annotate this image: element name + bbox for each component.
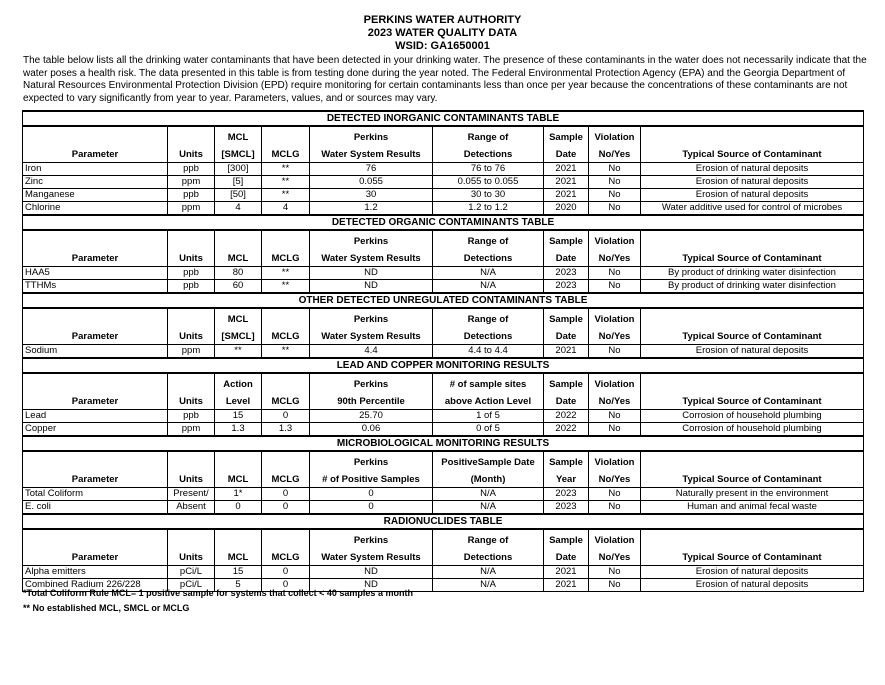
cell-source: Erosion of natural deposits <box>641 163 864 176</box>
cell-date: 2020 <box>544 202 589 216</box>
header-source <box>641 126 864 144</box>
cell-source: Erosion of natural deposits <box>641 566 864 579</box>
header-parameter: Parameter <box>23 391 168 410</box>
header-range: Range of <box>433 529 544 547</box>
section-title: OTHER DETECTED UNREGULATED CONTAMINANTS TABLE <box>23 293 864 308</box>
cell-mclg: 0 <box>262 579 310 592</box>
cell-units: ppb <box>168 280 215 294</box>
cell-violation: No <box>589 410 641 423</box>
cell-date: 2022 <box>544 410 589 423</box>
section-title-row <box>23 215 864 230</box>
header-mcl: MCL <box>215 469 262 488</box>
cell-mcl: 1* <box>215 488 262 501</box>
cell-parameter: Combined Radium 226/228 <box>23 579 168 592</box>
cell-result: 30 <box>310 189 433 202</box>
cell-range: 30 to 30 <box>433 189 544 202</box>
cell-violation: No <box>589 345 641 359</box>
cell-range: 1 of 5 <box>433 410 544 423</box>
cell-result: 1.2 <box>310 202 433 216</box>
header-parameter <box>23 126 168 144</box>
cell-units: ppm <box>168 423 215 437</box>
header-mclg: MCLG <box>262 248 310 267</box>
header-date: Date <box>544 547 589 566</box>
section-title-row <box>23 111 864 126</box>
header-date: Date <box>544 326 589 345</box>
header-violation: No/Yes <box>589 248 641 267</box>
header-units <box>168 451 215 469</box>
header-range: Range of <box>433 230 544 248</box>
cell-mcl: 4 <box>215 202 262 216</box>
header-units: Units <box>168 391 215 410</box>
cell-parameter: Zinc <box>23 176 168 189</box>
header-result: Perkins <box>310 230 433 248</box>
header-parameter <box>23 230 168 248</box>
header-source: Typical Source of Contaminant <box>641 326 864 345</box>
cell-units: ppm <box>168 202 215 216</box>
cell-range: N/A <box>433 566 544 579</box>
header-mcl: MCL <box>215 547 262 566</box>
header-row <box>23 248 864 267</box>
header-parameter: Parameter <box>23 326 168 345</box>
header-parameter <box>23 451 168 469</box>
cell-violation: No <box>589 579 641 592</box>
header-range: Detections <box>433 144 544 163</box>
header-source: Typical Source of Contaminant <box>641 391 864 410</box>
cell-result: 0 <box>310 501 433 515</box>
header-range: (Month) <box>433 469 544 488</box>
cell-parameter: HAA5 <box>23 267 168 280</box>
cell-violation: No <box>589 423 641 437</box>
header-source: Typical Source of Contaminant <box>641 248 864 267</box>
cell-result: 0 <box>310 488 433 501</box>
header-mcl <box>215 451 262 469</box>
cell-parameter: Manganese <box>23 189 168 202</box>
header-range: Range of <box>433 308 544 326</box>
header-mcl: [SMCL] <box>215 326 262 345</box>
header-result: Perkins <box>310 529 433 547</box>
cell-units: Absent <box>168 501 215 515</box>
header-row <box>23 529 864 547</box>
header-mclg: MCLG <box>262 326 310 345</box>
header-mclg <box>262 126 310 144</box>
header-date: Sample <box>544 230 589 248</box>
table-row <box>23 267 864 280</box>
cell-units: ppb <box>168 410 215 423</box>
header-units <box>168 308 215 326</box>
footnote-coliform: *Total Coliform Rule MCL= 1 positive sample for systems that collect < 40 samples a month <box>23 588 413 598</box>
cell-units: ppb <box>168 267 215 280</box>
header-mcl <box>215 230 262 248</box>
header-mclg <box>262 451 310 469</box>
header-violation: Violation <box>589 308 641 326</box>
cell-violation: No <box>589 488 641 501</box>
report-subtitle: 2023 WATER QUALITY DATA <box>367 27 518 39</box>
section-title-row <box>23 514 864 529</box>
header-mclg <box>262 308 310 326</box>
cell-date: 2022 <box>544 423 589 437</box>
header-date: Sample <box>544 308 589 326</box>
header-date: Sample <box>544 373 589 391</box>
cell-result: ND <box>310 280 433 294</box>
header-parameter: Parameter <box>23 248 168 267</box>
cell-date: 2023 <box>544 488 589 501</box>
header-date: Year <box>544 469 589 488</box>
cell-source: By product of drinking water disinfection <box>641 267 864 280</box>
cell-source: Erosion of natural deposits <box>641 189 864 202</box>
header-result: Water System Results <box>310 547 433 566</box>
section-title-row <box>23 436 864 451</box>
header-violation: Violation <box>589 230 641 248</box>
cell-source: By product of drinking water disinfection <box>641 280 864 294</box>
cell-parameter: Alpha emitters <box>23 566 168 579</box>
header-result: # of Positive Samples <box>310 469 433 488</box>
cell-violation: No <box>589 566 641 579</box>
cell-parameter: Iron <box>23 163 168 176</box>
header-row <box>23 144 864 163</box>
header-mclg <box>262 230 310 248</box>
header-units <box>168 529 215 547</box>
header-result: 90th Percentile <box>310 391 433 410</box>
cell-range: N/A <box>433 579 544 592</box>
header-units: Units <box>168 469 215 488</box>
cell-range: N/A <box>433 280 544 294</box>
cell-units: ppb <box>168 189 215 202</box>
header-mcl: MCL <box>215 308 262 326</box>
cell-violation: No <box>589 176 641 189</box>
header-source <box>641 308 864 326</box>
header-parameter: Parameter <box>23 547 168 566</box>
section-title: MICROBIOLOGICAL MONITORING RESULTS <box>23 436 864 451</box>
header-violation: No/Yes <box>589 547 641 566</box>
header-date: Sample <box>544 126 589 144</box>
cell-mcl: 1.3 <box>215 423 262 437</box>
header-source <box>641 529 864 547</box>
cell-mcl: [5] <box>215 176 262 189</box>
cell-mclg: ** <box>262 280 310 294</box>
header-date: Date <box>544 248 589 267</box>
header-result: Perkins <box>310 308 433 326</box>
cell-mclg: ** <box>262 345 310 359</box>
header-units: Units <box>168 547 215 566</box>
cell-mclg: ** <box>262 189 310 202</box>
header-units <box>168 373 215 391</box>
water-quality-table <box>22 110 864 592</box>
header-mclg <box>262 529 310 547</box>
header-range: above Action Level <box>433 391 544 410</box>
section-title: LEAD AND COPPER MONITORING RESULTS <box>23 358 864 373</box>
table-row <box>23 423 864 437</box>
header-mcl: MCL <box>215 248 262 267</box>
cell-parameter: Lead <box>23 410 168 423</box>
header-mcl: MCL <box>215 126 262 144</box>
cell-mclg: 0 <box>262 488 310 501</box>
header-violation: No/Yes <box>589 469 641 488</box>
cell-parameter: TTHMs <box>23 280 168 294</box>
cell-date: 2021 <box>544 189 589 202</box>
cell-date: 2023 <box>544 280 589 294</box>
table-row <box>23 488 864 501</box>
cell-range: N/A <box>433 488 544 501</box>
cell-mclg: ** <box>262 176 310 189</box>
footnote-no-mcl: ** No established MCL, SMCL or MCLG <box>23 603 190 613</box>
cell-units: Present/ <box>168 488 215 501</box>
cell-source: Water additive used for control of microbes <box>641 202 864 216</box>
cell-mcl: [300] <box>215 163 262 176</box>
cell-violation: No <box>589 280 641 294</box>
section-title: RADIONUCLIDES TABLE <box>23 514 864 529</box>
header-mcl: [SMCL] <box>215 144 262 163</box>
cell-source: Corrosion of household plumbing <box>641 410 864 423</box>
cell-result: ND <box>310 566 433 579</box>
cell-source: Erosion of natural deposits <box>641 345 864 359</box>
cell-range: 0.055 to 0.055 <box>433 176 544 189</box>
header-range: PositiveSample Date <box>433 451 544 469</box>
header-parameter: Parameter <box>23 469 168 488</box>
header-mclg: MCLG <box>262 469 310 488</box>
cell-violation: No <box>589 189 641 202</box>
header-units <box>168 230 215 248</box>
header-mclg: MCLG <box>262 391 310 410</box>
header-units: Units <box>168 326 215 345</box>
header-mclg: MCLG <box>262 144 310 163</box>
cell-mcl: [50] <box>215 189 262 202</box>
header-range: Detections <box>433 248 544 267</box>
cell-result: ND <box>310 579 433 592</box>
report-title: PERKINS WATER AUTHORITY <box>363 14 522 26</box>
header-row <box>23 126 864 144</box>
table-row <box>23 501 864 515</box>
table-row <box>23 202 864 216</box>
cell-source: Corrosion of household plumbing <box>641 423 864 437</box>
intro-paragraph: The table below lists all the drinking water contaminants that have been detected in your drinking water. The presence of these contaminants in the water does not necessarily indicate that the water poses a health risk. The data presented in this table is from testing done during the year noted. The Federal Environmental Protection Agency (EPA) and the Georgia Department of Natural Resources Environmental Protection Division (EPD) require monitoring for certain contaminants less than once per year because the concentrations of these contaminants are not expected to vary significantly from year to year. Parameters, values, and or sources may vary. <box>23 55 867 104</box>
cell-result: ND <box>310 267 433 280</box>
header-source <box>641 230 864 248</box>
header-date: Sample <box>544 529 589 547</box>
header-row <box>23 326 864 345</box>
cell-range: 76 to 76 <box>433 163 544 176</box>
cell-units: pCi/L <box>168 566 215 579</box>
table-row <box>23 345 864 359</box>
cell-source: Erosion of natural deposits <box>641 176 864 189</box>
header-row <box>23 391 864 410</box>
cell-parameter: Sodium <box>23 345 168 359</box>
cell-parameter: Total Coliform <box>23 488 168 501</box>
cell-units: ppm <box>168 176 215 189</box>
cell-parameter: Copper <box>23 423 168 437</box>
cell-units: pCi/L <box>168 579 215 592</box>
header-mclg <box>262 373 310 391</box>
header-result: Perkins <box>310 373 433 391</box>
cell-range: 0 of 5 <box>433 423 544 437</box>
header-violation: Violation <box>589 126 641 144</box>
cell-range: 4.4 to 4.4 <box>433 345 544 359</box>
cell-mcl: 60 <box>215 280 262 294</box>
header-row <box>23 230 864 248</box>
cell-result: 4.4 <box>310 345 433 359</box>
header-row <box>23 373 864 391</box>
cell-range: N/A <box>433 267 544 280</box>
section-title-row <box>23 293 864 308</box>
cell-mcl: 0 <box>215 501 262 515</box>
header-parameter <box>23 529 168 547</box>
header-mclg: MCLG <box>262 547 310 566</box>
cell-mclg: 0 <box>262 410 310 423</box>
cell-mclg: 1.3 <box>262 423 310 437</box>
cell-mcl: 15 <box>215 566 262 579</box>
cell-date: 2021 <box>544 345 589 359</box>
header-violation: No/Yes <box>589 326 641 345</box>
header-source <box>641 373 864 391</box>
header-violation: No/Yes <box>589 391 641 410</box>
header-result: Water System Results <box>310 326 433 345</box>
header-row <box>23 547 864 566</box>
header-violation: Violation <box>589 373 641 391</box>
cell-violation: No <box>589 202 641 216</box>
header-mcl: Level <box>215 391 262 410</box>
cell-violation: No <box>589 501 641 515</box>
header-result: Water System Results <box>310 144 433 163</box>
cell-date: 2021 <box>544 163 589 176</box>
header-mcl: Action <box>215 373 262 391</box>
cell-violation: No <box>589 163 641 176</box>
cell-result: 0.06 <box>310 423 433 437</box>
header-range: # of sample sites <box>433 373 544 391</box>
cell-mclg: ** <box>262 267 310 280</box>
header-row <box>23 469 864 488</box>
header-violation: No/Yes <box>589 144 641 163</box>
table-row <box>23 176 864 189</box>
header-date: Date <box>544 391 589 410</box>
cell-date: 2023 <box>544 267 589 280</box>
cell-mclg: 0 <box>262 566 310 579</box>
cell-result: 25.70 <box>310 410 433 423</box>
header-source: Typical Source of Contaminant <box>641 547 864 566</box>
cell-mclg: 4 <box>262 202 310 216</box>
header-violation: Violation <box>589 529 641 547</box>
cell-mclg: ** <box>262 163 310 176</box>
cell-result: 0.055 <box>310 176 433 189</box>
header-source <box>641 451 864 469</box>
header-source: Typical Source of Contaminant <box>641 144 864 163</box>
cell-result: 76 <box>310 163 433 176</box>
section-title: DETECTED ORGANIC CONTAMINANTS TABLE <box>23 215 864 230</box>
header-date: Date <box>544 144 589 163</box>
cell-parameter: Chlorine <box>23 202 168 216</box>
table-row <box>23 280 864 294</box>
cell-range: 1.2 to 1.2 <box>433 202 544 216</box>
cell-date: 2021 <box>544 579 589 592</box>
header-result: Perkins <box>310 451 433 469</box>
cell-mclg: 0 <box>262 501 310 515</box>
header-range: Detections <box>433 547 544 566</box>
cell-units: ppm <box>168 345 215 359</box>
cell-date: 2021 <box>544 176 589 189</box>
section-title: DETECTED INORGANIC CONTAMINANTS TABLE <box>23 111 864 126</box>
cell-range: N/A <box>433 501 544 515</box>
header-row <box>23 451 864 469</box>
cell-mcl: 15 <box>215 410 262 423</box>
cell-source: Naturally present in the environment <box>641 488 864 501</box>
header-parameter: Parameter <box>23 144 168 163</box>
header-result: Water System Results <box>310 248 433 267</box>
header-parameter <box>23 308 168 326</box>
header-date: Sample <box>544 451 589 469</box>
table-row <box>23 566 864 579</box>
header-range: Detections <box>433 326 544 345</box>
header-mcl <box>215 529 262 547</box>
cell-parameter: E. coli <box>23 501 168 515</box>
header-row <box>23 308 864 326</box>
table-row <box>23 163 864 176</box>
header-source: Typical Source of Contaminant <box>641 469 864 488</box>
table-row <box>23 189 864 202</box>
cell-units: ppb <box>168 163 215 176</box>
header-violation: Violation <box>589 451 641 469</box>
cell-mcl: 5 <box>215 579 262 592</box>
cell-date: 2021 <box>544 566 589 579</box>
cell-violation: No <box>589 267 641 280</box>
header-result: Perkins <box>310 126 433 144</box>
cell-mcl: ** <box>215 345 262 359</box>
cell-mcl: 80 <box>215 267 262 280</box>
table-row <box>23 410 864 423</box>
header-units: Units <box>168 144 215 163</box>
header-parameter <box>23 373 168 391</box>
header-range: Range of <box>433 126 544 144</box>
section-title-row <box>23 358 864 373</box>
header-units: Units <box>168 248 215 267</box>
cell-date: 2023 <box>544 501 589 515</box>
header-units <box>168 126 215 144</box>
report-wsid: WSID: GA1650001 <box>395 40 490 52</box>
cell-source: Erosion of natural deposits <box>641 579 864 592</box>
cell-source: Human and animal fecal waste <box>641 501 864 515</box>
